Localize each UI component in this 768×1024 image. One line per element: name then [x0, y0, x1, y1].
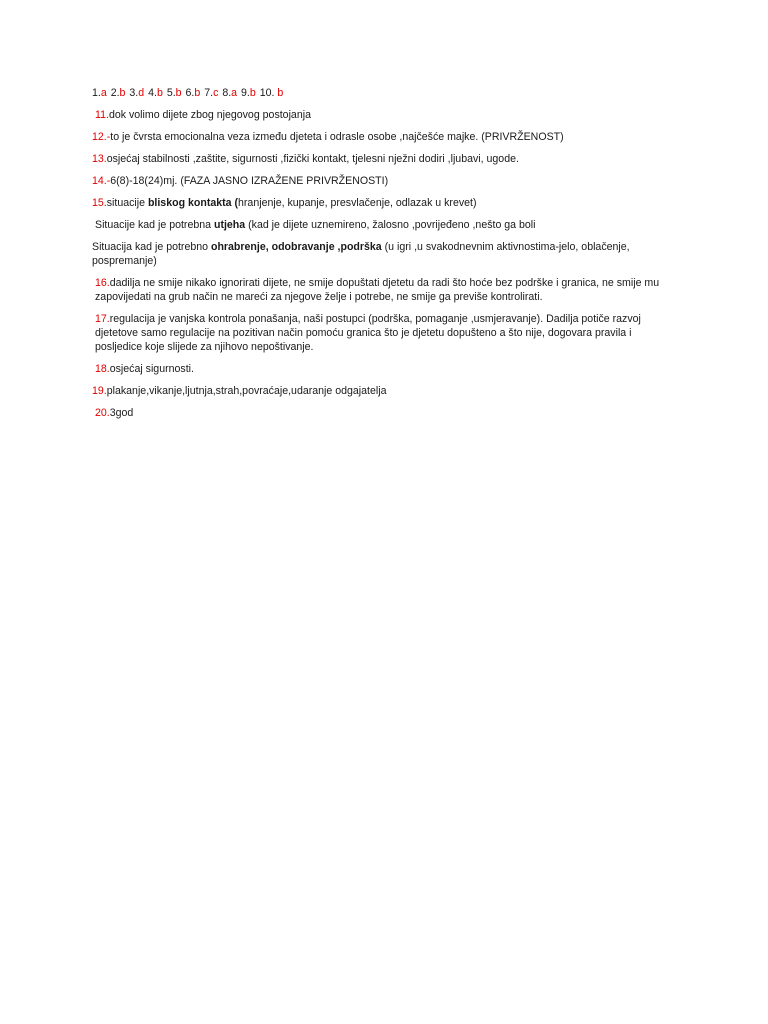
- answer-15-encouragement: Situacija kad je potrebno ohrabrenje, odobravanje ,podrška (u igri ,u svakodnevnim aktivnostima-jelo, oblačenje, pospremanje): [92, 241, 630, 267]
- question-number: 18.: [95, 363, 110, 375]
- question-number: 17.: [95, 313, 110, 325]
- answer-text: 3god: [109, 407, 134, 419]
- answer-text: osjećaj stabilnosti ,zaštite, sigurnosti ,fizički kontakt, tjelesni nježni dodiri ,ljubavi, ugode.: [106, 153, 519, 165]
- question-number: 11.: [95, 109, 109, 121]
- emphasis: utjeha: [213, 219, 246, 231]
- question-number: 12.-: [92, 131, 111, 143]
- answer-text: 6(8)-18(24)mj. (FAZA JASNO IZRAŽENE PRIVRŽENOSTI): [110, 175, 389, 187]
- document-body: [92, 86, 672, 428]
- question-number: 14.-: [92, 175, 111, 187]
- answer-19: [92, 384, 672, 398]
- question-number: 13.: [92, 153, 107, 165]
- answer-3: 3.d: [129, 87, 145, 99]
- answer-16: [92, 276, 672, 304]
- answer-text: osjećaj sigurnosti.: [109, 363, 194, 375]
- answer-5: 5.b: [166, 87, 182, 99]
- question-number: 16.: [95, 277, 110, 289]
- answer-11: [92, 108, 672, 122]
- answer-14: [92, 174, 672, 188]
- answer-13: [92, 152, 672, 166]
- answer-1: 1.a: [92, 87, 107, 99]
- answer-8: 8.a: [222, 87, 238, 99]
- answer-6: 6.b: [185, 87, 201, 99]
- question-number: 20.: [95, 407, 110, 419]
- emphasis: bliskog kontakta (: [147, 197, 239, 209]
- answer-key-line: [92, 86, 672, 100]
- answer-17: [92, 312, 672, 354]
- answer-text: dadilja ne smije nikako ignorirati dijete, ne smije dopuštati djetetu da radi što hoće bez podrške i granica, ne smije mu zapovijedati na grub način ne mareći za njegove želje i potrebe, ne smije ga previše kontrolirati.: [95, 277, 660, 303]
- answer-text: dok volimo dijete zbog njegovog postojanja: [108, 109, 311, 121]
- answer-7: 7.c: [204, 87, 219, 99]
- answer-18: [92, 362, 672, 376]
- answer-12: [92, 130, 672, 144]
- answer-text: plakanje,vikanje,ljutnja,strah,povraćaje,udaranje odgajatelja: [106, 385, 387, 397]
- answer-20: [92, 406, 672, 420]
- question-number: 15.: [92, 197, 107, 209]
- answer-text: to je čvrsta emocionalna veza između djeteta i odrasle osobe ,najčešće majke. (PRIVRŽENOST): [110, 131, 564, 143]
- answer-2: 2.b: [110, 87, 126, 99]
- answer-9: 9.b: [241, 87, 256, 99]
- answer-10: 10. b: [259, 87, 284, 99]
- answer-4: 4.b: [148, 87, 163, 99]
- answer-15-comfort: Situacije kad je potrebna utjeha (kad je dijete uznemireno, žalosno ,povrijeđeno ,nešto ga boli: [95, 219, 536, 231]
- question-number: 19.: [92, 385, 107, 397]
- emphasis: ohrabrenje, odobravanje ,podrška: [210, 241, 382, 253]
- answer-text: regulacija je vanjska kontrola ponašanja, naši postupci (podrška, pomaganje ,usmjeravanje). Dadilja potiče razvoj djetetove samo regulacije na pozitivan način pomoću granica što je djetetu dopušteno a što nije, dogovara pravila i posljedice koje slijede za njihovo nepoštivanje.: [95, 313, 641, 353]
- answer-15: 15.situacije bliskog kontakta (hranjenje, kupanje, presvlačenje, odlazak u krevet): [92, 197, 477, 209]
